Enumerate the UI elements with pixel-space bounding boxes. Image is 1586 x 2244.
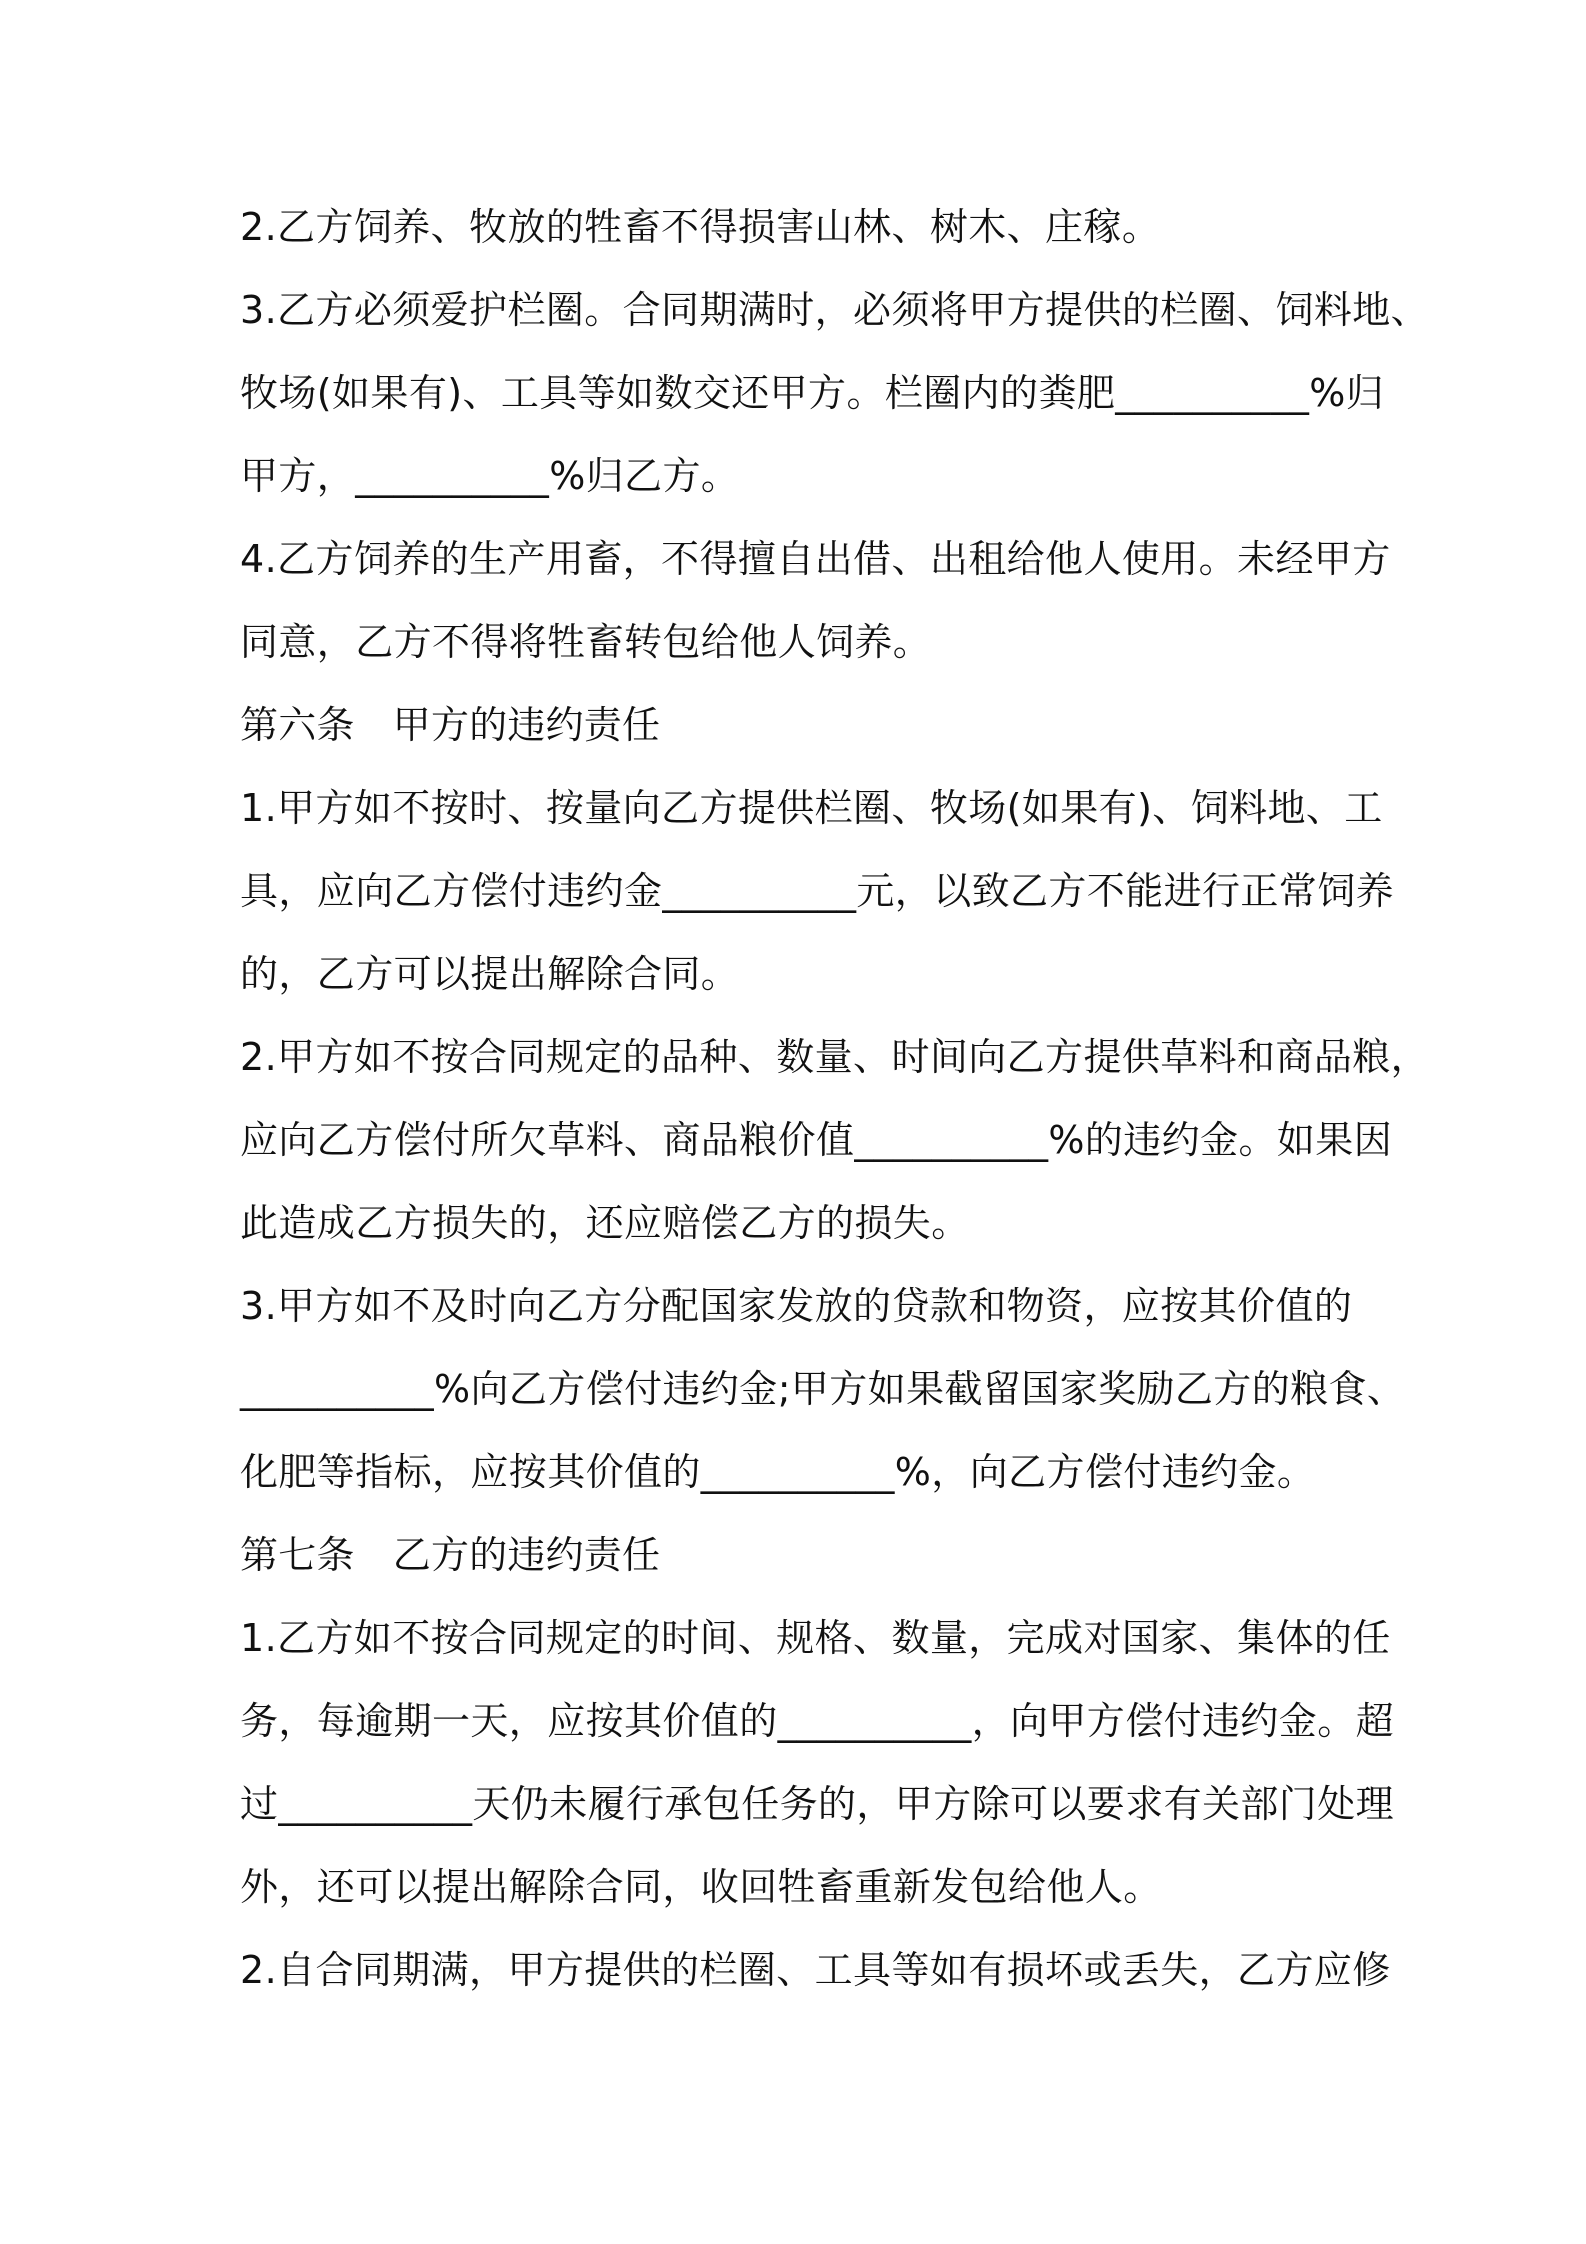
article-6-item-3-line-3: 化肥等指标，应按其价值的__________%，向乙方偿付违约金。 xyxy=(240,1450,1316,1494)
clause-5-item-3-line-1: 3.乙方必须爱护栏圈。合同期满时，必须将甲方提供的栏圈、饲料地、 xyxy=(240,288,1430,332)
article-6-item-3-line-1: 3.甲方如不及时向乙方分配国家发放的贷款和物资，应按其价值的 xyxy=(240,1284,1353,1328)
article-6-item-2-line-2: 应向乙方偿付所欠草料、商品粮价值__________%的违约金。如果因 xyxy=(240,1118,1393,1162)
article-7-item-1-line-3: 过__________天仍未履行承包任务的，甲方除可以要求有关部门处理 xyxy=(240,1782,1395,1826)
clause-5-item-3-line-2: 牧场(如果有)、工具等如数交还甲方。栏圈内的粪肥__________%归 xyxy=(240,371,1385,415)
clause-5-item-2: 2.乙方饲养、牧放的牲畜不得损害山林、树木、庄稼。 xyxy=(240,205,1161,249)
article-7-heading: 第七条 乙方的违约责任 xyxy=(240,1533,661,1577)
article-7-item-1-line-4: 外，还可以提出解除合同，收回牲畜重新发包给他人。 xyxy=(240,1865,1162,1909)
article-6-item-1-line-2: 具，应向乙方偿付违约金__________元，以致乙方不能进行正常饲养 xyxy=(240,869,1395,913)
article-6-item-1-line-3: 的，乙方可以提出解除合同。 xyxy=(240,952,740,996)
article-6-item-3-line-2: __________%向乙方偿付违约金;甲方如果截留国家奖励乙方的粮食、 xyxy=(240,1367,1406,1411)
article-7-item-1-line-1: 1.乙方如不按合同规定的时间、规格、数量，完成对国家、集体的任 xyxy=(240,1616,1391,1660)
clause-5-item-4-line-2: 同意，乙方不得将牲畜转包给他人饲养。 xyxy=(240,620,932,664)
article-6-item-2-line-3: 此造成乙方损失的，还应赔偿乙方的损失。 xyxy=(240,1201,970,1245)
article-6-item-2-line-1: 2.甲方如不按合同规定的品种、数量、时间向乙方提供草料和商品粮， xyxy=(240,1035,1430,1079)
clause-5-item-3-line-3: 甲方，__________%归乙方。 xyxy=(240,454,740,498)
article-7-item-2-line-1: 2.自合同期满，甲方提供的栏圈、工具等如有损坏或丢失，乙方应修 xyxy=(240,1948,1391,1992)
clause-5-item-4-line-1: 4.乙方饲养的生产用畜，不得擅自出借、出租给他人使用。未经甲方 xyxy=(240,537,1391,581)
article-7-item-1-line-2: 务，每逾期一天，应按其价值的__________，向甲方偿付违约金。超 xyxy=(240,1699,1395,1743)
article-6-item-1-line-1: 1.甲方如不按时、按量向乙方提供栏圈、牧场(如果有)、饲料地、工 xyxy=(240,786,1383,830)
article-6-heading: 第六条 甲方的违约责任 xyxy=(240,703,661,747)
